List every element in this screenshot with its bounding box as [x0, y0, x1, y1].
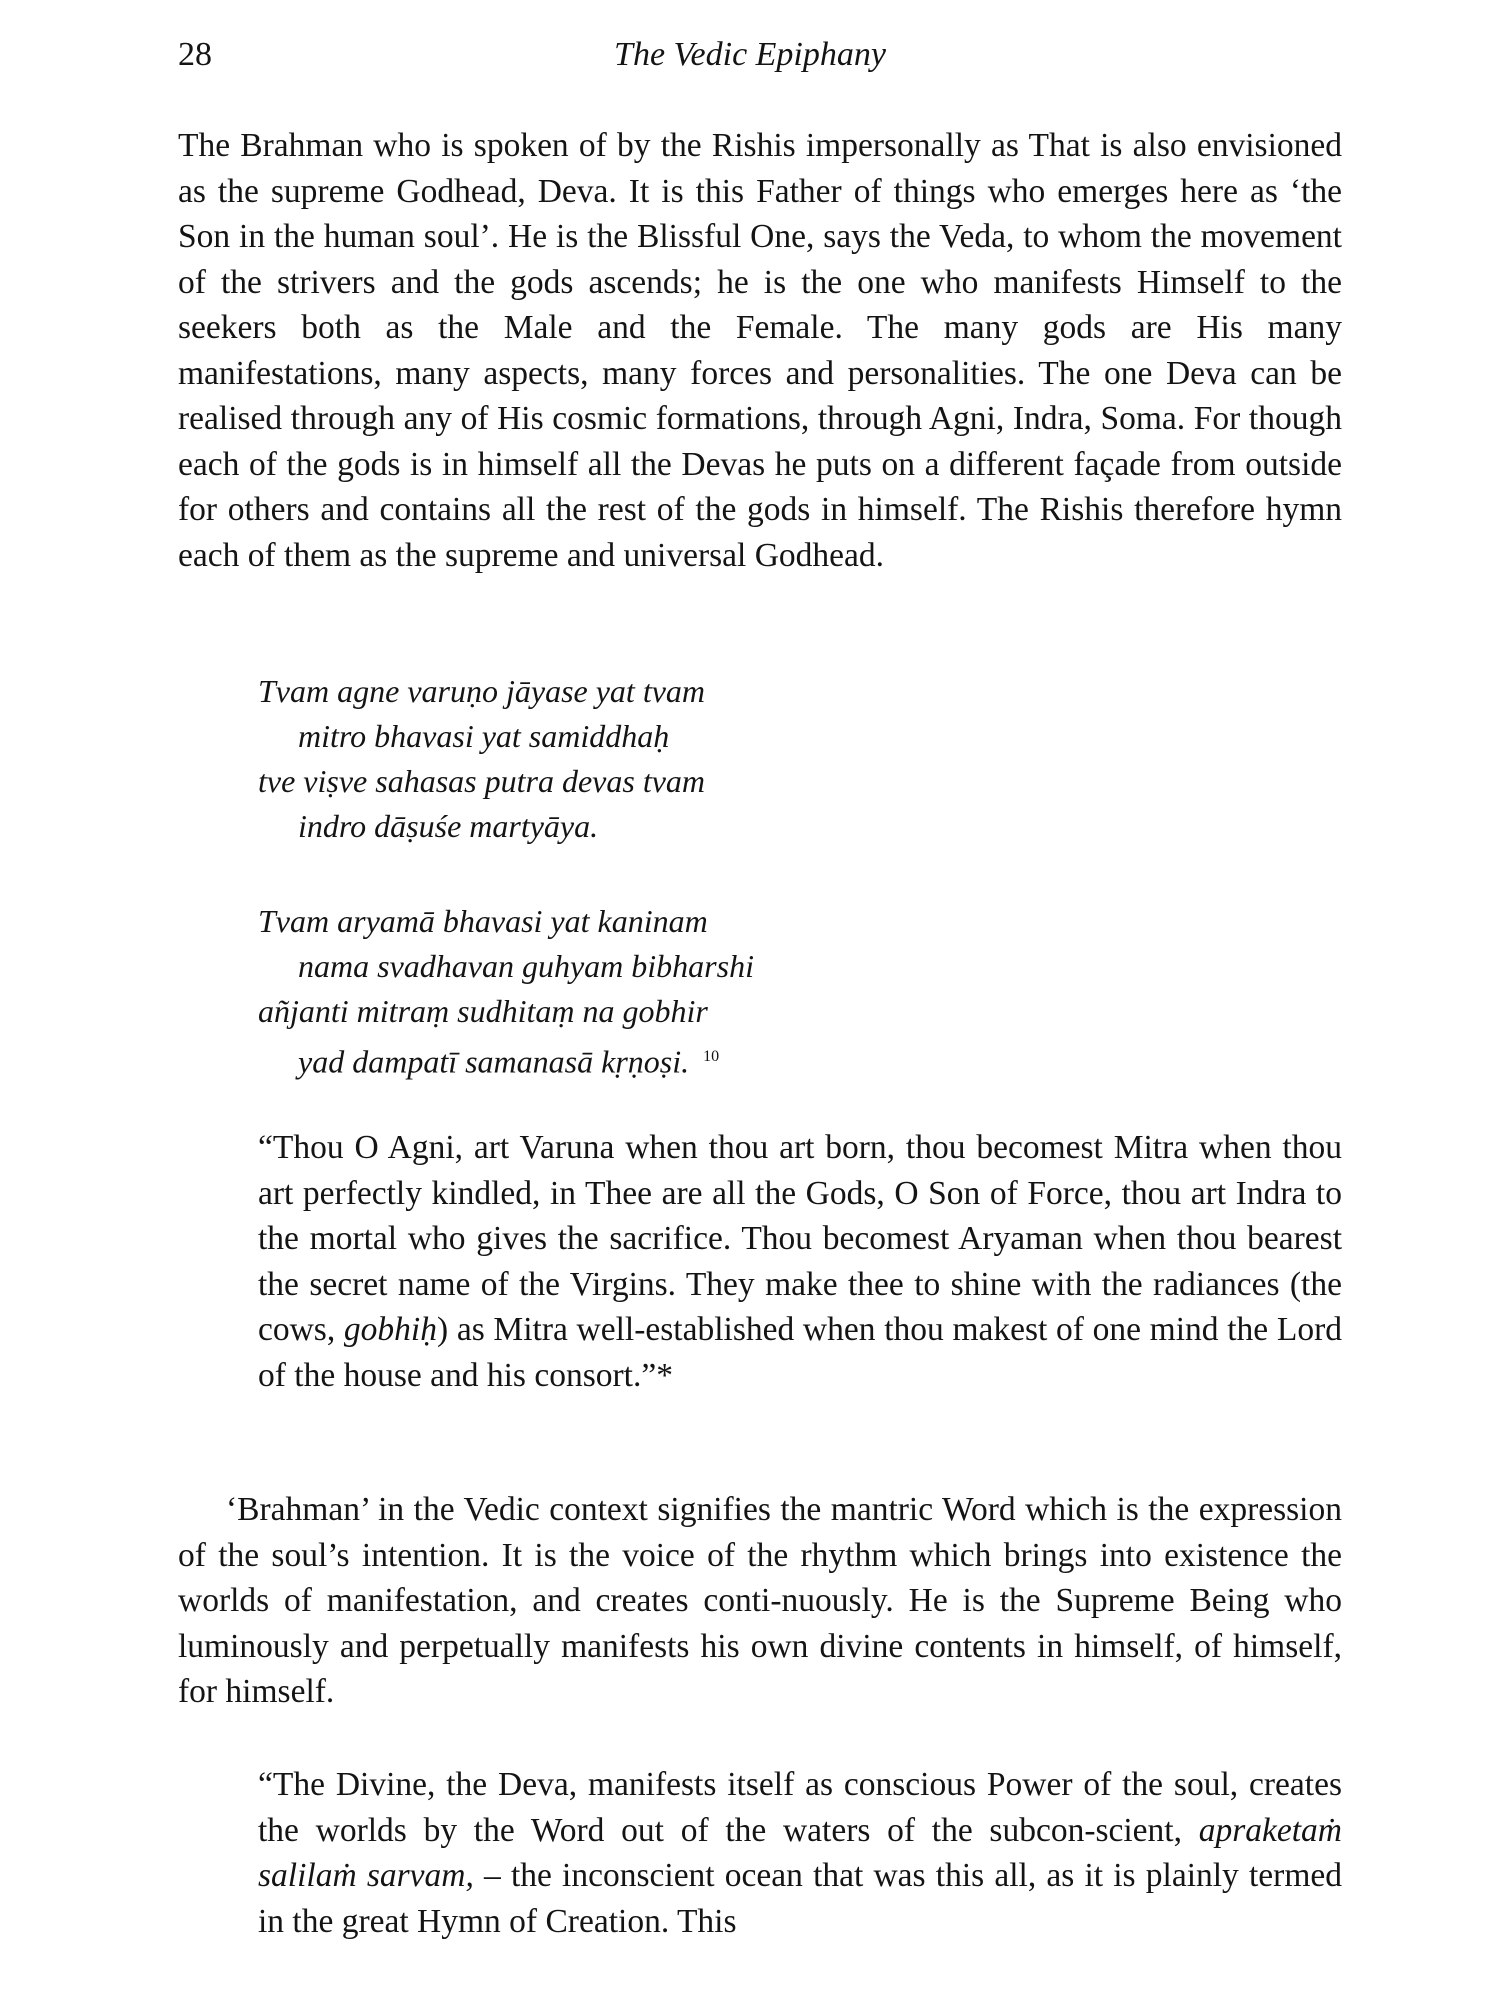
verse-line: Tvam agne varuṇo jāyase yat tvam — [258, 673, 706, 709]
verse-line — [258, 1034, 1158, 1085]
sanskrit-verse-2 — [258, 899, 1158, 1085]
body-paragraph-1: The Brahman who is spoken of by the Rishis impersonally as That is also envisioned as the supreme Godhead, Deva. It is this Father of things who emerges here as ‘the Son in the human soul’. He is the Blissful One, says the Veda, to whom the movement of the strivers and the gods ascends; he is the one who manifests Himself to the seekers both as the Male and the Female. The many gods are His many manifestations, many aspects, many forces and personalities. The one Deva can be realised through any of His cosmic formations, through Agni, Indra, Soma. For though each of the gods is in himself all the Devas he puts on a different façade from outside for others and contains all the rest of the gods in himself. The Rishis therefore hymn each of them as the supreme and universal Godhead. — [178, 127, 1342, 574]
quotation-text: – the inconscient ocean that was this all, as it is plainly termed in the great Hymn of Creation. This — [258, 1857, 1342, 1940]
verse-line: mitro bhavasi yat samiddhaḥ — [298, 718, 670, 754]
translation-block — [258, 1125, 1342, 1398]
translation-text: “Thou O Agni, art Varuna when thou art born, thou becomest Mitra when thou art perfectly kindled, in Thee are all the Gods, O Son of Force, thou art Indra to the mortal who gives the sacrifice. Thou becomest Aryaman when thou bearest the secret name of the Virgins. They make thee to shine with the radiances (the cows, — [258, 1129, 1342, 1348]
footnote-reference: 10 — [703, 1048, 720, 1065]
verse-line: tve viṣve sahasas putra devas tvam — [258, 763, 706, 799]
verse-line: Tvam aryamā bhavasi yat kaninam — [258, 903, 708, 939]
italic-phrase: apraketaṁ salilaṁ sarvam, — [258, 1811, 1342, 1894]
body-paragraph-2: ‘Brahman’ in the Vedic context signifies the mantric Word which is the expression of the soul’s intention. It is the voice of the rhythm which brings into existence the worlds of manifestation, and creates conti-nuously. He is the Supreme Being who luminously and perpetually manifests his own divine contents in himself, of himself, for himself. — [178, 1491, 1342, 1710]
quotation-block — [258, 1762, 1342, 1944]
translation-text: ) as Mitra well-established when thou makest of one mind the Lord of the house and his consort.”* — [258, 1311, 1342, 1394]
page-number: 28 — [178, 36, 212, 73]
quotation-text: “The Divine, the Deva, manifests itself as conscious Power of the soul, creates the worlds by the Word out of the waters of the subcon-scient, — [258, 1766, 1342, 1849]
sanskrit-verse-1 — [258, 669, 1158, 849]
italic-term: gobhiḥ — [343, 1311, 437, 1348]
verse-line: indro dāṣuśe martyāya. — [298, 808, 599, 844]
running-title: The Vedic Epiphany — [614, 36, 886, 73]
verse-line: nama svadhavan guhyam bibharshi — [298, 948, 754, 984]
verse-line: añjanti mitraṃ sudhitaṃ na gobhir — [258, 993, 708, 1029]
verse-line-text: yad dampatī samanasā kṛṇoṣi. — [298, 1043, 690, 1080]
